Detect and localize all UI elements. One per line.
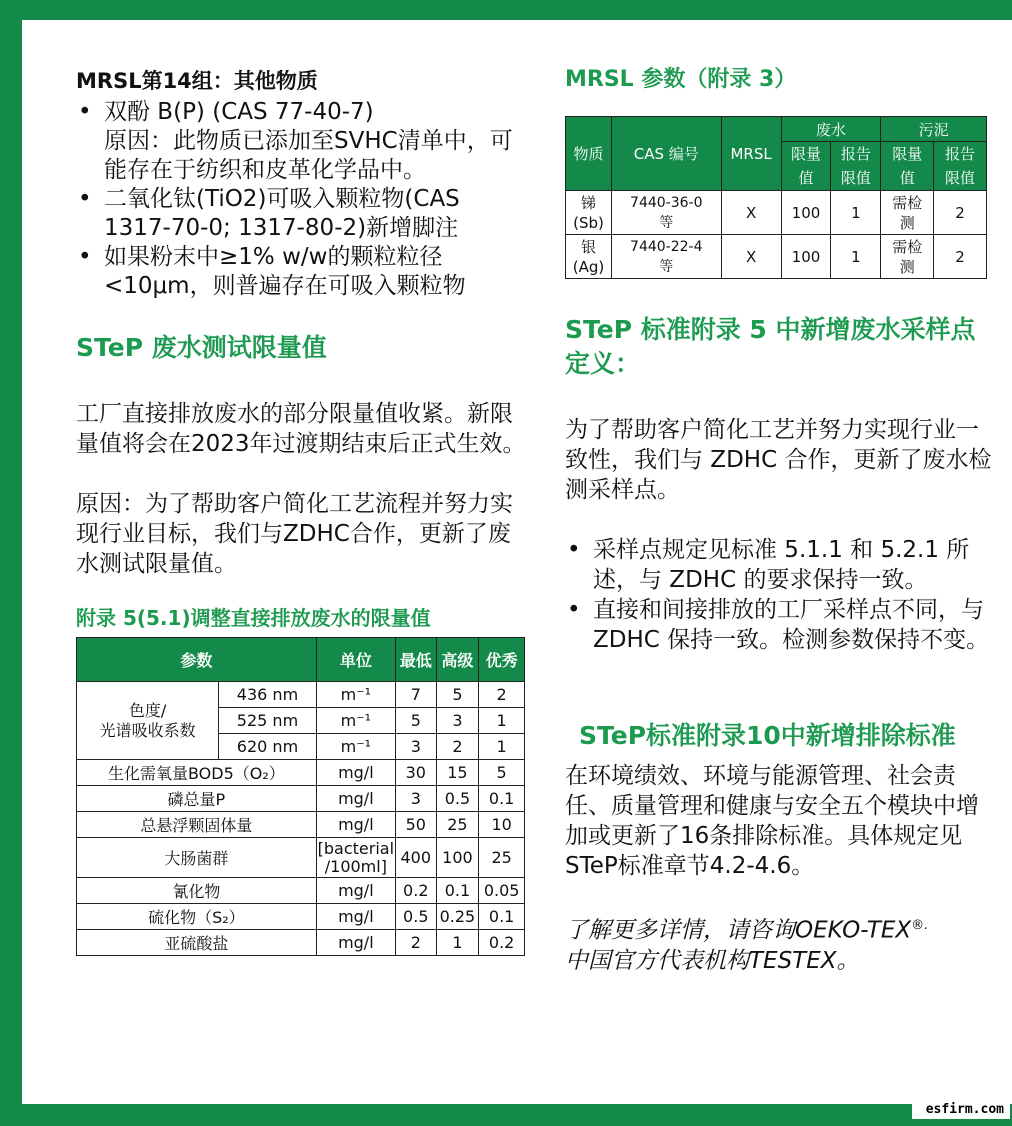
exc-cell: 0.2 <box>479 930 525 956</box>
color-param-cell: 色度/ 光谱吸收系数 <box>77 682 219 760</box>
mrsl-param-heading: MRSL 参数（附录 3） <box>565 67 797 92</box>
exc-cell: 0.1 <box>479 904 525 930</box>
unit-cell: m⁻¹ <box>316 682 395 708</box>
col-header-sl-limit: 限量 值 <box>881 142 934 191</box>
left-border <box>0 0 22 1126</box>
col-header-ww-limit: 限量 值 <box>781 142 831 191</box>
substance-cell: 银 (Ag) <box>566 235 612 279</box>
para-limits: 工厂直接排放废水的部分限量值收紧。新限量值将会在2023年过渡期结束后正式生效。 <box>76 401 526 457</box>
exclusion-para: 在环境绩效、环境与能源管理、社会责任、质量管理和健康与安全五个模块中增加或更新了16条排除标准。具体规定见STeP标准章节4.2-4.6。 <box>565 763 979 879</box>
table-row <box>77 682 525 708</box>
mrsl-cell: X <box>721 235 781 279</box>
sample-list <box>565 535 995 655</box>
sample-para: 为了帮助客户简化工艺并努力实现行业一致性，我们与 ZDHC 合作，更新了废水检测采样点。 <box>565 417 992 503</box>
param-cell: 硫化物（S₂） <box>77 904 317 930</box>
unit-cell: m⁻¹ <box>316 734 395 760</box>
step-heading: STeP 废水测试限量值 <box>76 333 327 362</box>
param-cell: 生化需氧量BOD5（O₂） <box>77 760 317 786</box>
min-cell: 3 <box>395 734 436 760</box>
adv-cell: 3 <box>436 708 479 734</box>
exc-cell: 1 <box>479 734 525 760</box>
min-cell: 7 <box>395 682 436 708</box>
unit-cell: [bacterial /100ml] <box>317 838 395 876</box>
list-item: • 采样点规定见标准 5.1.1 和 5.2.1 所述，与 ZDHC 的要求保持一致。 <box>565 535 995 595</box>
note-line-1: 了解更多详情，请咨询OEKO-TEX <box>565 917 912 944</box>
exc-cell: 0.1 <box>479 786 525 812</box>
table-row <box>77 786 525 812</box>
min-cell: 3 <box>395 786 436 812</box>
mrsl-param-table <box>565 116 987 279</box>
min-cell: 5 <box>395 708 436 734</box>
col-header-adv: 高级 <box>436 638 479 682</box>
exc-cell: 10 <box>479 812 525 838</box>
exc-cell: 25 <box>479 838 525 878</box>
left-column <box>76 66 526 956</box>
ww-report-cell: 1 <box>831 235 881 279</box>
sl-report-cell: 2 <box>934 191 987 235</box>
wavelength-cell: 525 nm <box>219 708 317 734</box>
min-cell: 2 <box>395 930 436 956</box>
table-row <box>77 760 525 786</box>
bottom-border <box>0 1104 1012 1126</box>
substance-cell: 锑 (Sb) <box>566 191 612 235</box>
adv-cell: 15 <box>436 760 479 786</box>
exc-cell: 5 <box>479 760 525 786</box>
exc-cell: 0.05 <box>479 878 525 904</box>
adv-cell: 1 <box>436 930 479 956</box>
wavelength-cell: 436 nm <box>219 682 317 708</box>
mrsl14-list <box>76 98 526 301</box>
col-header-sludge: 污泥 <box>881 117 987 142</box>
unit-cell: mg/l <box>316 786 395 812</box>
sl-limit-cell: 需检 测 <box>881 191 934 235</box>
list-item: • 双酚 B(P) (CAS 77-40-7) 原因：此物质已添加至SVHC清单中，可能存在于纺织和皮革化学品中。 <box>76 98 526 185</box>
wavelength-cell: 620 nm <box>219 734 317 760</box>
adv-cell: 0.5 <box>436 786 479 812</box>
note-line-2: 中国官方代表机构TESTEX。 <box>565 947 860 974</box>
unit-cell: m⁻¹ <box>316 708 395 734</box>
table-row <box>77 812 525 838</box>
table-row <box>566 235 987 279</box>
unit-cell: mg/l <box>316 812 395 838</box>
min-cell: 0.5 <box>395 904 436 930</box>
wastewater-limits-table <box>76 637 525 956</box>
col-header-exc: 优秀 <box>479 638 525 682</box>
right-column <box>565 62 995 976</box>
adv-cell: 2 <box>436 734 479 760</box>
table-row <box>77 930 525 956</box>
mrsl-cell: X <box>721 191 781 235</box>
param-cell: 大肠菌群 <box>77 838 317 878</box>
col-header-wastewater: 废水 <box>781 117 881 142</box>
para-reason: 原因：为了帮助客户简化工艺流程并努力实现行业目标，我们与ZDHC合作，更新了废水测试限量值。 <box>76 491 513 577</box>
ww-report-cell: 1 <box>831 191 881 235</box>
table-row <box>77 878 525 904</box>
unit-cell: mg/l <box>316 930 395 956</box>
adv-cell: 100 <box>436 838 479 878</box>
top-border <box>0 0 1012 20</box>
exclusion-heading: STeP标准附录10中新增排除标准 <box>579 721 956 750</box>
watermark: esfirm.com <box>912 1101 1010 1119</box>
col-header-min: 最低 <box>395 638 436 682</box>
col-header-cas: CAS 编号 <box>611 117 721 191</box>
exc-cell: 1 <box>479 708 525 734</box>
exc-cell: 2 <box>479 682 525 708</box>
min-cell: 30 <box>395 760 436 786</box>
list-item: • 二氧化钛(TiO2)可吸入颗粒物(CAS 1317-70-0; 1317-80-2)新增脚注 <box>76 185 526 243</box>
unit-cell: mg/l <box>316 904 395 930</box>
table-row <box>566 191 987 235</box>
cas-cell: 7440-22-4 等 <box>611 235 721 279</box>
col-header-substance: 物质 <box>566 117 612 191</box>
unit-cell: mg/l <box>316 878 395 904</box>
table-row <box>77 838 525 878</box>
param-cell: 磷总量P <box>77 786 317 812</box>
table-title: 附录 5(5.1)调整直接排放废水的限量值 <box>76 606 431 630</box>
mrsl14-heading: MRSL第14组：其他物质 <box>76 69 318 93</box>
adv-cell: 0.25 <box>436 904 479 930</box>
adv-cell: 25 <box>436 812 479 838</box>
col-header-sl-report: 报告 限值 <box>934 142 987 191</box>
sl-limit-cell: 需检 测 <box>881 235 934 279</box>
unit-cell: mg/l <box>316 760 395 786</box>
param-cell: 氰化物 <box>77 878 317 904</box>
sample-heading: STeP 标准附录 5 中新增废水采样点定义： <box>565 315 976 378</box>
adv-cell: 5 <box>436 682 479 708</box>
col-header-mrsl: MRSL <box>721 117 781 191</box>
registered-mark: ®. <box>911 918 929 933</box>
ww-limit-cell: 100 <box>781 235 831 279</box>
ww-limit-cell: 100 <box>781 191 831 235</box>
contact-note <box>565 911 995 976</box>
list-item: • 如果粉末中≥1% w/w的颗粒粒径<10μm，则普遍存在可吸入颗粒物 <box>76 243 526 301</box>
col-header-unit: 单位 <box>316 638 395 682</box>
sl-report-cell: 2 <box>934 235 987 279</box>
param-cell: 总悬浮颗固体量 <box>77 812 317 838</box>
param-cell: 亚硫酸盐 <box>77 930 317 956</box>
min-cell: 50 <box>395 812 436 838</box>
col-header-param: 参数 <box>77 638 317 682</box>
cas-cell: 7440-36-0 等 <box>611 191 721 235</box>
list-item: • 直接和间接排放的工厂采样点不同，与 ZDHC 保持一致。检测参数保持不变。 <box>565 595 995 655</box>
table-row <box>77 904 525 930</box>
adv-cell: 0.1 <box>436 878 479 904</box>
col-header-ww-report: 报告 限值 <box>831 142 881 191</box>
min-cell: 400 <box>395 838 436 878</box>
min-cell: 0.2 <box>395 878 436 904</box>
